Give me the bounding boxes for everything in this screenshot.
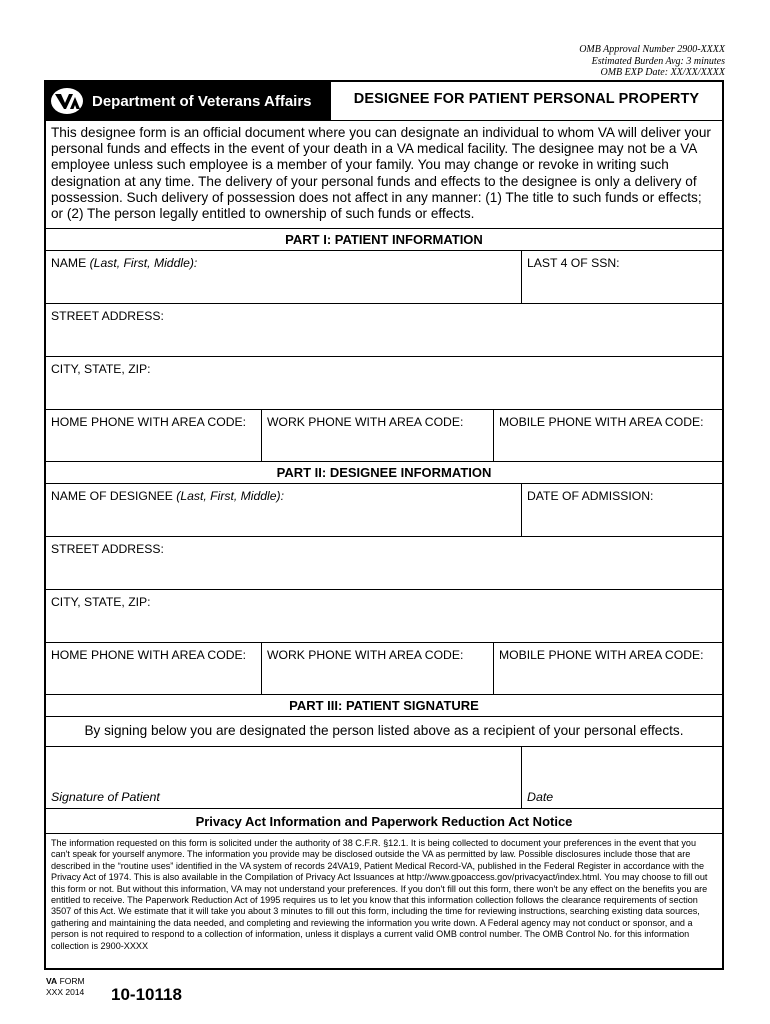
intro-text: This designee form is an official document where you can designate an individual to whom VA will deliver your personal funds and effects in the event of your death in a VA medical facility. The designee may not be a VA employee unless such employee is a member of your family. You may change or revoke in writing such designation at any time. The delivery of your personal funds and effects to the designee is only a delivery of possession. Such delivery of possession does not affect in any manner: (1) The title to such funds or effects; or (2) The person legally entitled to ownership of such funds or effects.	[46, 121, 722, 229]
designee-city-field[interactable]	[46, 590, 722, 642]
signature-row	[46, 747, 722, 809]
patient-mobile-phone-field[interactable]	[493, 410, 722, 461]
footer-edition: XXX 2014	[46, 987, 85, 997]
signature-date-label: Date	[527, 790, 554, 804]
patient-home-phone-field[interactable]	[46, 410, 261, 461]
designee-mobile-phone-label: MOBILE PHONE WITH AREA CODE:	[499, 648, 704, 662]
patient-city-label: CITY, STATE, ZIP:	[51, 362, 151, 376]
designee-home-phone-field[interactable]	[46, 643, 261, 694]
designee-name-label: NAME OF DESIGNEE	[51, 489, 173, 503]
omb-info	[579, 44, 725, 79]
patient-street-row	[46, 304, 722, 357]
patient-city-field[interactable]	[46, 357, 722, 409]
designee-street-label: STREET ADDRESS:	[51, 542, 164, 556]
patient-signature-field[interactable]	[46, 747, 521, 808]
omb-burden: Estimated Burden Avg: 3 minutes	[591, 55, 725, 67]
form-body	[44, 80, 724, 970]
designee-street-field[interactable]	[46, 537, 722, 589]
patient-name-field[interactable]	[46, 251, 521, 303]
omb-approval-number: OMB Approval Number 2900-XXXX	[579, 44, 725, 55]
admission-date-field[interactable]	[521, 484, 722, 536]
designee-city-label: CITY, STATE, ZIP:	[51, 595, 151, 609]
part1-heading: PART I: PATIENT INFORMATION	[46, 229, 722, 251]
patient-phone-row	[46, 410, 722, 462]
designee-mobile-phone-field[interactable]	[493, 643, 722, 694]
patient-name-hint: (Last, First, Middle):	[89, 256, 198, 270]
agency-banner	[46, 82, 331, 120]
designee-home-phone-label: HOME PHONE WITH AREA CODE:	[51, 648, 247, 662]
designee-phone-row	[46, 643, 722, 695]
signature-statement: By signing below you are designated the person listed above as a recipient of your personal effects.	[46, 717, 722, 747]
omb-exp-date: OMB EXP Date: XX/XX/XXXX	[600, 67, 725, 78]
admission-date-label: DATE OF ADMISSION:	[527, 489, 654, 503]
designee-name-row	[46, 484, 722, 537]
patient-ssn-label: LAST 4 OF SSN:	[527, 256, 620, 270]
agency-name: Department of Veterans Affairs	[92, 92, 312, 110]
patient-mobile-phone-label: MOBILE PHONE WITH AREA CODE:	[499, 415, 704, 429]
patient-ssn-field[interactable]	[521, 251, 722, 303]
patient-name-label: NAME	[51, 256, 87, 270]
patient-home-phone-label: HOME PHONE WITH AREA CODE:	[51, 415, 247, 429]
va-logo-icon	[50, 87, 84, 115]
part2-heading: PART II: DESIGNEE INFORMATION	[46, 462, 722, 484]
designee-name-hint: (Last, First, Middle):	[176, 489, 284, 503]
patient-city-row	[46, 357, 722, 410]
patient-work-phone-field[interactable]	[261, 410, 493, 461]
designee-work-phone-field[interactable]	[261, 643, 493, 694]
signature-date-field[interactable]	[521, 747, 722, 808]
privacy-heading: Privacy Act Information and Paperwork Reduction Act Notice	[46, 809, 722, 834]
form-number: 10-10118	[111, 985, 182, 1004]
designee-work-phone-label: WORK PHONE WITH AREA CODE:	[267, 648, 464, 662]
designee-name-field[interactable]	[46, 484, 521, 536]
form-header	[46, 82, 722, 121]
footer-va: VA	[46, 976, 58, 986]
patient-street-field[interactable]	[46, 304, 722, 356]
patient-name-row	[46, 251, 722, 304]
signature-label: Signature of Patient	[51, 790, 160, 804]
part3-heading: PART III: PATIENT SIGNATURE	[46, 695, 722, 717]
privacy-notice: The information requested on this form is solicited under the authority of 38 C.F.R. §12.1. It is being collected to document your preferences in the event that you can't speak for yourself anymore. The information you provide may be disclosed outside the VA as permitted by law. Possible disclosures include those that are described in the “routine uses” identified in the VA system of records 24VA19, Patient Medical Record-VA, published in the Federal Register in accordance with the Privacy Act of 1974. This is also available in the Compilation of Privacy Act Issuances at http://www.gpoaccess.gov/privacyact/index.html. You may choose to fill out this form or not. But without this information, VA may not understand your preferences. If you don't fill out this form, there won't be any effect on the benefits you are entitled to receive. The Paperwork Reduction Act of 1995 requires us to let you know that this information collection follows the clearance requirements of section 3507 of this Act. We estimate that it will take you about 3 minutes to fill out this form, including the time for reviewing instructions, searching existing data sources, gathering and maintaining the data needed, and completing and reviewing the information you write down. A Federal agency may not conduct or sponsor, and a person is not required to respond to a collection of information, unless it displays a current valid OMB control number. The OMB Control No. for this information collection is 2900-XXXX	[51, 838, 708, 951]
patient-street-label: STREET ADDRESS:	[51, 309, 164, 323]
form-footer	[46, 976, 85, 998]
designee-street-row	[46, 537, 722, 590]
designee-city-row	[46, 590, 722, 643]
form-title: DESIGNEE FOR PATIENT PERSONAL PROPERTY	[353, 91, 700, 107]
patient-work-phone-label: WORK PHONE WITH AREA CODE:	[267, 415, 464, 429]
footer-form: FORM	[59, 976, 85, 986]
